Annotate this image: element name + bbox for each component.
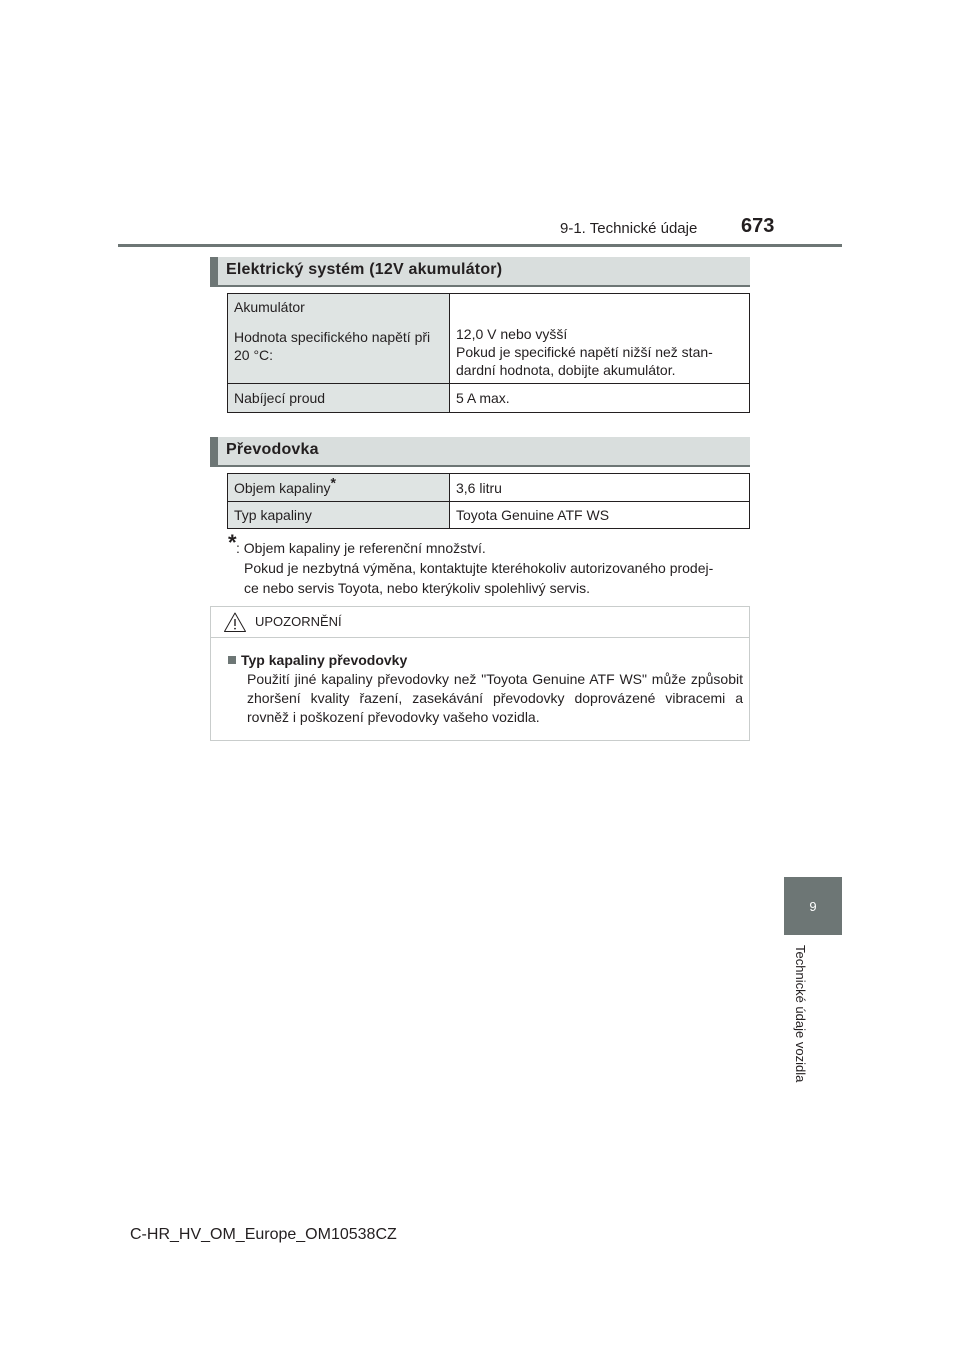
value-line: 12,0 V nebo vyšší <box>456 326 568 342</box>
cell-label: Objem kapaliny <box>234 479 331 496</box>
caution-subheading <box>228 651 743 670</box>
table-value-cell: Toyota Genuine ATF WS <box>450 502 750 529</box>
section-heading-label: Převodovka <box>226 441 319 458</box>
page-number: 673 <box>741 215 775 237</box>
footnote-line: ce nebo servis Toyota, nebo kterýkoliv spolehlivý servis. <box>244 580 591 596</box>
caution-text: Použití jiné kapaliny převodovky než "Toyota Genuine ATF WS" může způsobit zhoršení kvality řazení, zasekávání převodovky doprovázené vibracemi a rovněž i poškození převodovky vašeho vozidla. <box>247 671 743 725</box>
caution-box <box>210 606 750 741</box>
footnote-line: Pokud je nezbytná výměna, kontaktujte kteréhokoliv autorizovaného prodej- <box>244 560 714 576</box>
chapter-tab <box>784 877 842 935</box>
table-value-cell <box>450 294 750 384</box>
table-label-cell <box>228 474 450 502</box>
header-rule <box>118 244 842 247</box>
warning-triangle-icon <box>223 611 247 633</box>
footnote-marker: * <box>330 473 336 490</box>
caution-body <box>228 651 743 727</box>
footnote-line: : Objem kapaliny je referenční množství. <box>236 540 486 556</box>
value-line: Pokud je specifické napětí nižší než stan- <box>456 344 713 360</box>
table-label-cell <box>228 294 450 384</box>
table-row <box>228 474 750 502</box>
electrical-spec-table <box>227 293 750 413</box>
square-bullet-icon <box>228 656 236 664</box>
table-label-cell: Nabíjecí proud <box>228 384 450 413</box>
value-line: dardní hodnota, dobijte akumulátor. <box>456 362 676 378</box>
footnote-marker: * <box>228 530 237 555</box>
table-value-cell: 3,6 litru <box>450 474 750 502</box>
section-heading-label: Elektrický systém (12V akumulátor) <box>226 261 503 278</box>
document-footer: C-HR_HV_OM_Europe_OM10538CZ <box>130 1226 397 1243</box>
section-heading-electrical <box>210 257 750 285</box>
caution-header <box>211 607 749 638</box>
table-label-cell: Typ kapaliny <box>228 502 450 529</box>
caution-title: UPOZORNĚNÍ <box>255 614 342 629</box>
table-row <box>228 294 750 384</box>
label-sub: Hodnota specifického napětí při 20 °C: <box>234 329 431 363</box>
caution-subheading-label: Typ kapaliny převodovky <box>241 652 408 668</box>
table-row <box>228 502 750 529</box>
label-main: Akumulátor <box>234 299 305 315</box>
chapter-title: Technické údaje vozidla <box>793 945 808 1083</box>
table-row <box>228 384 750 413</box>
footnote <box>236 538 752 598</box>
transmission-spec-table <box>227 473 750 529</box>
table-value-cell: 5 A max. <box>450 384 750 413</box>
section-title: 9-1. Technické údaje <box>560 220 698 237</box>
chapter-number: 9 <box>809 898 817 914</box>
section-heading-transmission <box>210 437 750 465</box>
